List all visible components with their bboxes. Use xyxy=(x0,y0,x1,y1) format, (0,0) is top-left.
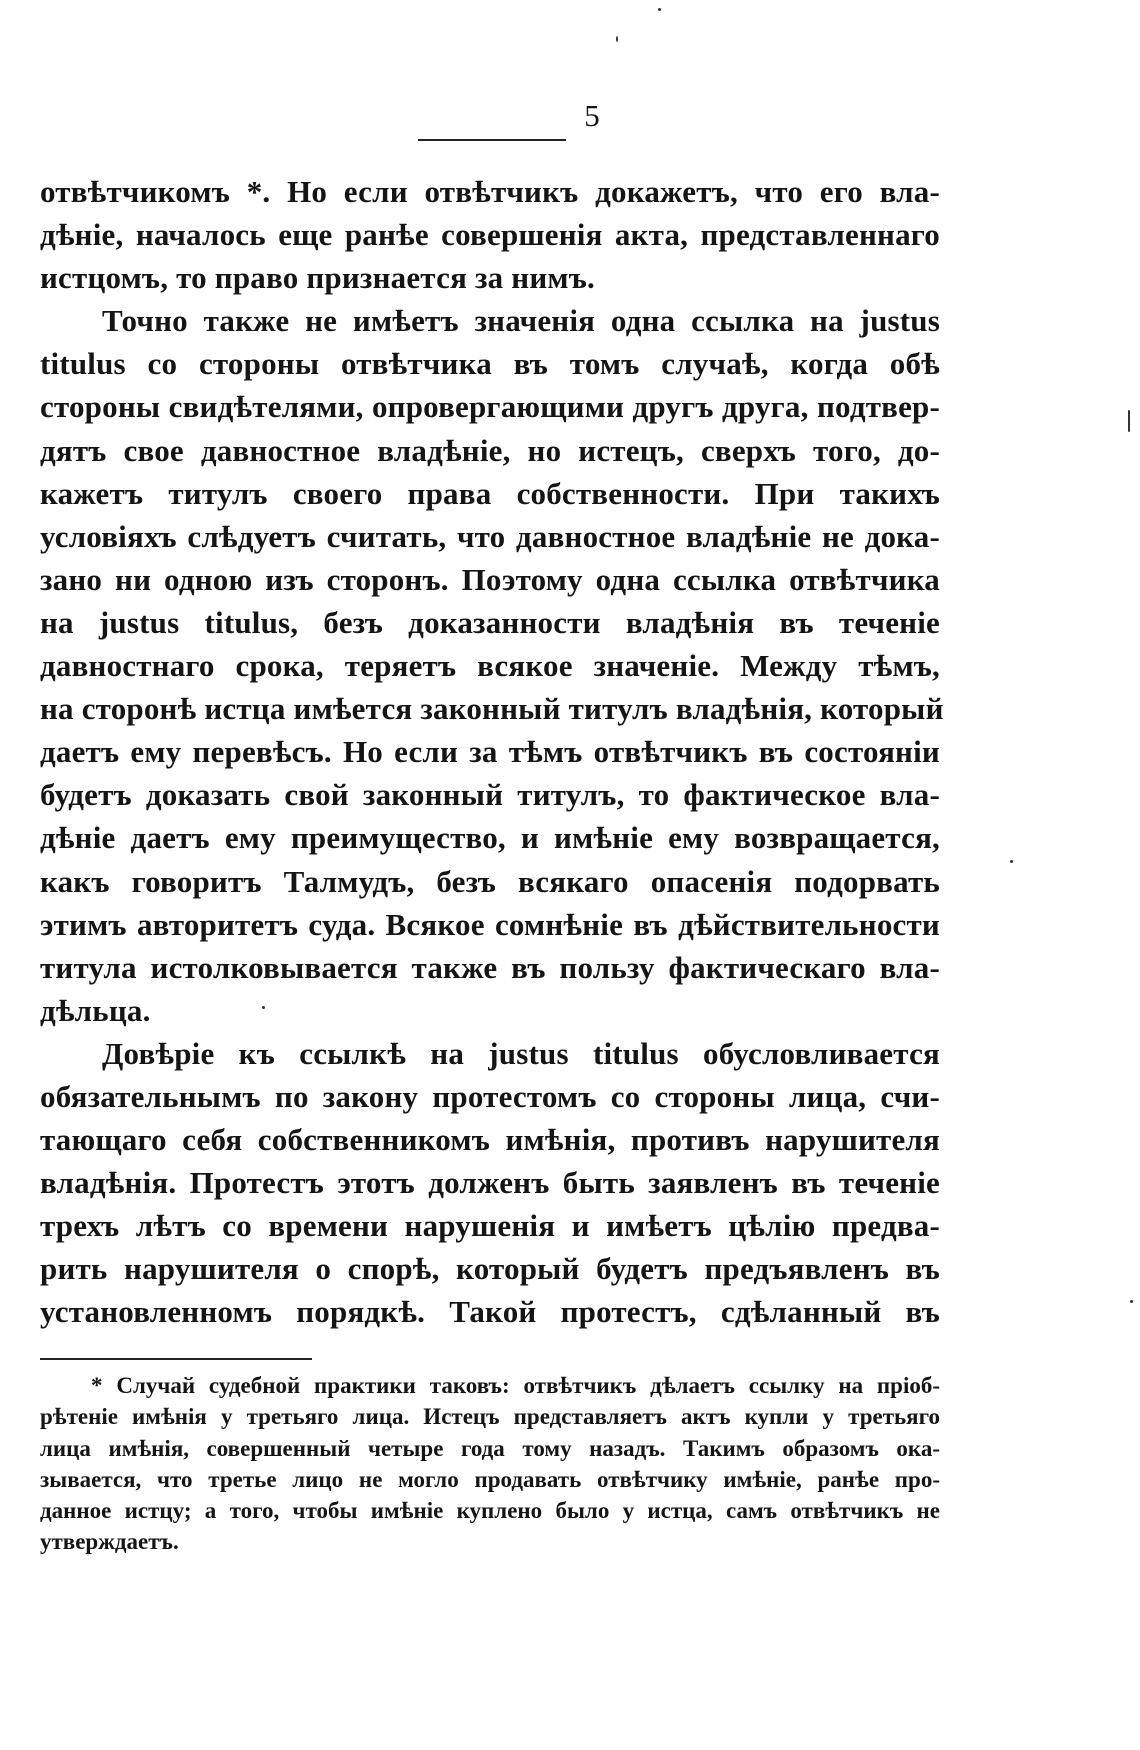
text-line: на justus titulus, безъ доказанности владѣнія въ теченіе xyxy=(40,604,940,640)
scan-speck xyxy=(262,1006,265,1009)
main-text xyxy=(40,170,944,1334)
text-line: трехъ лѣтъ со времени нарушенія и имѣетъ цѣлію предва- xyxy=(40,1208,940,1244)
text-line: отвѣтчикомъ *. Но если отвѣтчикъ докажетъ, что его вла- xyxy=(40,174,940,209)
page-number-text: 5 xyxy=(584,98,600,133)
text-line: рить нарушителя о спорѣ, который будетъ предъявленъ въ xyxy=(40,1251,940,1287)
footnote-line: рѣтеніе имѣнія у третьяго лица. Истецъ представляетъ актъ купли у третьяго xyxy=(40,1404,940,1430)
text-line: дѣніе, началось еще ранѣе совершенія акта, представленнаго xyxy=(40,217,940,253)
text-line: истцомъ, то право признается за нимъ. xyxy=(40,260,595,296)
scan-speck xyxy=(658,8,661,11)
scan-speck xyxy=(616,36,618,42)
text-line: тающаго себя собственникомъ имѣнія, противъ нарушителя xyxy=(40,1122,940,1158)
text-line: владѣнія. Протестъ этотъ долженъ быть заявленъ въ теченіе xyxy=(40,1165,940,1201)
footnote-line: лица имѣнія, совершенный четыре года тому назадъ. Такимъ образомъ ока- xyxy=(40,1435,940,1461)
text-line: даетъ ему перевѣсъ. Но если за тѣмъ отвѣтчикъ въ состояніи xyxy=(40,734,940,770)
text-line: титула истолковывается также въ пользу фактическаго вла- xyxy=(40,949,940,985)
text-line: дѣльца. xyxy=(40,992,151,1028)
text-line: давностнаго срока, теряетъ всякое значеніе. Между тѣмъ, xyxy=(40,648,940,684)
footnote-rule xyxy=(40,1358,312,1360)
scan-speck xyxy=(1128,410,1130,432)
text-line: этимъ авторитетъ суда. Всякое сомнѣніе въ дѣйствительности xyxy=(40,906,940,942)
text-line: будетъ доказать свой законный титулъ, то фактическое вла- xyxy=(40,777,940,813)
text-line: titulus со стороны отвѣтчика въ томъ случаѣ, когда обѣ xyxy=(40,346,940,382)
text-line: зано ни одною изъ сторонъ. Поэтому одна ссылка отвѣтчика xyxy=(40,561,940,597)
footnote-line: утверждаетъ. xyxy=(40,1529,179,1555)
page-number xyxy=(0,98,1140,134)
scan-speck xyxy=(1130,1300,1133,1303)
page-number-rule xyxy=(418,139,566,141)
text-line: Довѣріе къ ссылкѣ на justus titulus обусловливается xyxy=(102,1035,940,1071)
text-line: дѣніе даетъ ему преимущество, и имѣніе ему возвращается, xyxy=(40,820,940,856)
footnote-line: данное истцу; а того, чтобы имѣніе куплено было у истца, самъ отвѣтчикъ не xyxy=(40,1498,940,1524)
text-line: обязательнымъ по закону протестомъ со стороны лица, счи- xyxy=(40,1078,940,1114)
text-line: какъ говоритъ Талмудъ, безъ всякаго опасенія подорвать xyxy=(40,863,940,899)
footnote-line: * Случай судебной практики таковъ: отвѣтчикъ дѣлаетъ ссылку на пріоб- xyxy=(91,1373,940,1398)
scan-speck xyxy=(1010,860,1013,863)
text-line: Точно также не имѣетъ значенія одна ссылка на justus xyxy=(102,303,940,339)
text-line: кажетъ титулъ своего права собственности. При такихъ xyxy=(40,475,940,511)
footnote xyxy=(40,1370,940,1558)
text-line: условіяхъ слѣдуетъ считать, что давностное владѣніе не дока- xyxy=(40,518,940,554)
text-line: дятъ свое давностное владѣніе, но истецъ, сверхъ того, до- xyxy=(40,432,940,468)
footnote-line: зывается, что третье лицо не могло продавать отвѣтчику имѣніе, ранѣе про- xyxy=(40,1466,940,1492)
text-line: установленномъ порядкѣ. Такой протестъ, сдѣланный въ xyxy=(40,1294,940,1330)
text-line: стороны свидѣтелями, опровергающими другъ друга, подтвер- xyxy=(40,389,940,425)
text-line: на сторонѣ истца имѣется законный титулъ владѣнія, который xyxy=(40,691,944,727)
